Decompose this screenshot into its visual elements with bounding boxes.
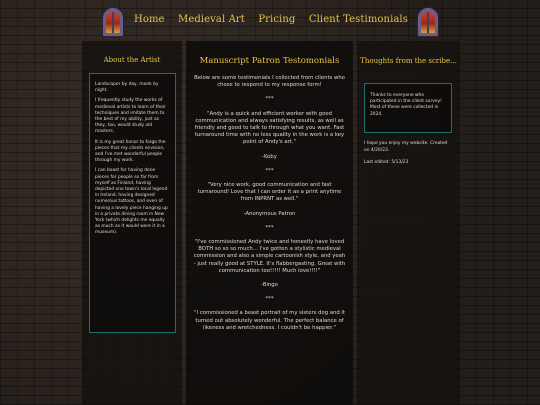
testimonial-quote: "Very nice work, good communication and fast turnaround! Love that I can order it as a print anytime from INPRNT as well." (197, 182, 342, 203)
last-edited-note: Last edited: 5/13/23 (364, 160, 409, 166)
about-paragraph: I can boast for having done pieces for people so far from myself as Finland, having depicted one town's local legend in Ireland, having designed numerous tattoos, and even of having a lovely piece hanging up in a private dining room in New York (which delights me equally as much as it would were it in a museum). (95, 168, 168, 236)
scribe-box (364, 83, 452, 133)
stained-glass-window-icon (417, 7, 439, 37)
about-sidebar (82, 41, 182, 405)
about-title: About the Artist (103, 56, 161, 64)
intro-text: Below are some testimonials I collected from clients who chose to respond to my response form! (194, 75, 345, 89)
testimonial-author: -Anonymous Patron (243, 210, 296, 217)
about-paragraph: Landscaper by day, monk by night. (95, 82, 159, 94)
testimonials-body (193, 75, 346, 339)
separator: *** (265, 224, 274, 231)
testimonial-quote: "Andy is a quick and efficient worker with good communication and always satisfying results, as well as friendly and good to talk to through what you want. Fast turnaround time with no less quality in the work is a key point of Andy's art." (194, 110, 345, 146)
about-box (89, 73, 176, 333)
nav-home-link[interactable]: Home (134, 13, 165, 25)
separator: *** (265, 167, 274, 174)
created-note: I hope you enjoy my website. Created on 4/20/23. (364, 141, 448, 153)
nav-client-testimonials-link[interactable]: Client Testimonials (308, 13, 408, 25)
about-paragraph: I frequently study the works of medieval artists to learn of their techniques and imitate them to the best of my ability, just as they, too, would study old masters. (95, 98, 166, 135)
testimonial-quote: "I commissioned a beast portrait of my sisters dog and it turned out absolutely wonderful. The perfect balance of likeness and wretchedness. I couldn't be happier." (194, 310, 345, 331)
main-nav (134, 11, 408, 27)
separator: *** (265, 96, 274, 103)
site-header (0, 0, 540, 40)
scribe-notes (364, 141, 454, 173)
testimonials-main (186, 41, 353, 405)
scribe-title: Thoughts from the scribe... (360, 57, 457, 65)
about-paragraph: It is my great honor to forge the pieces that my clients envision, and I've met wonderful people through my work. (95, 139, 166, 164)
nav-medieval-art-link[interactable]: Medieval Art (178, 13, 245, 25)
page-title: Manuscript Patron Testomonials (199, 56, 340, 66)
scribe-sidebar (357, 41, 460, 405)
testimonial-author: -Koby (262, 153, 277, 160)
separator: *** (265, 296, 274, 303)
nav-pricing-link[interactable]: Pricing (258, 13, 296, 25)
stained-glass-window-icon (102, 7, 124, 37)
testimonial-author: -Bingo (261, 282, 278, 289)
scribe-box-text: Thanks to everyone who participated in the client survey! Most of these were collected in 2024. (370, 93, 442, 117)
testimonial-quote: "I've commissioned Andy twice and honestly have loved BOTH so so so much... I've gotten a stylistic medieval commission and also a simple cartoonish style, and yeah - just really good at STYLE. It's flabbergasting. Great with communication too!!!!! Much love!!!!" (193, 239, 346, 274)
